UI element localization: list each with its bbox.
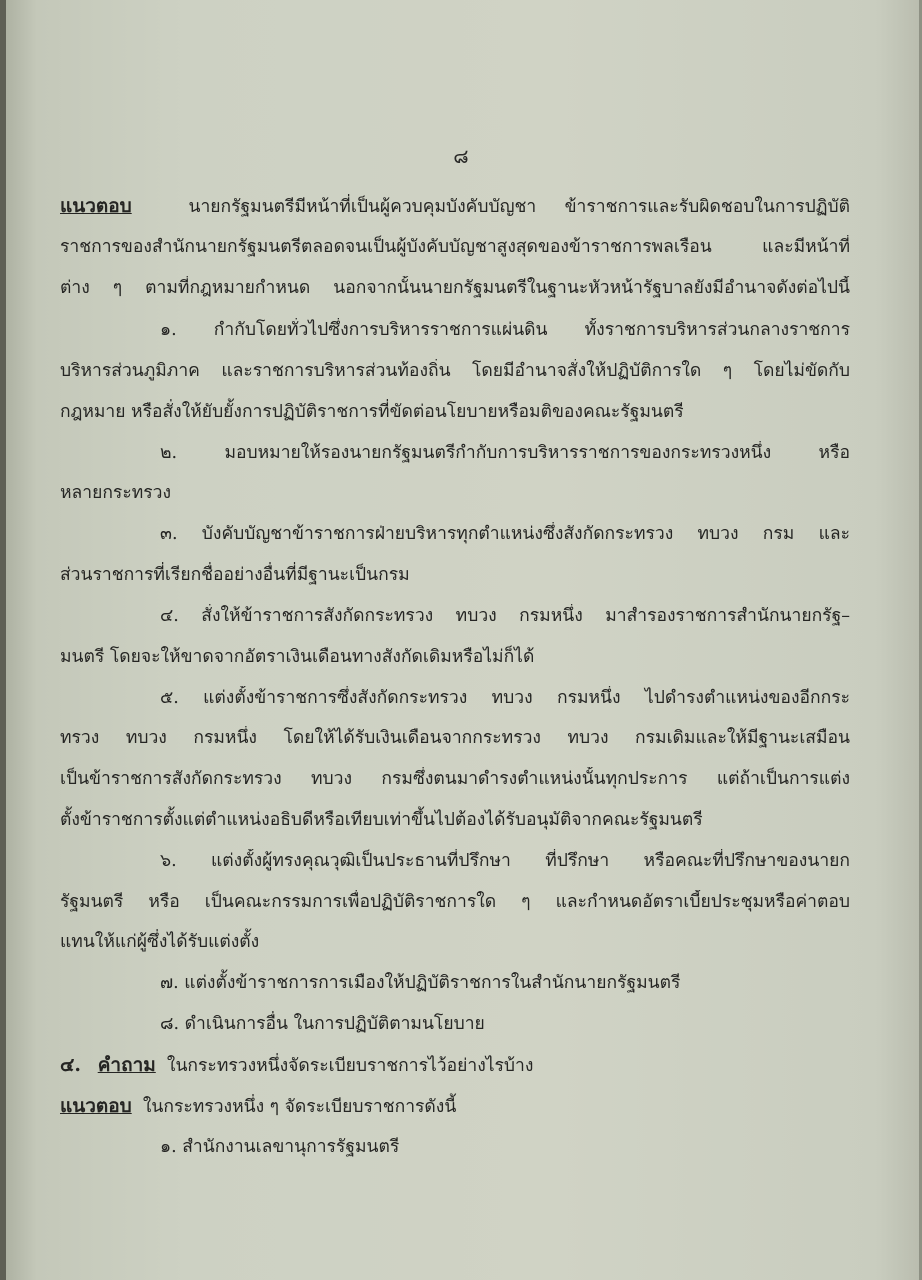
list-item-3: ๓. บังคับบัญชาข้าราชการฝ่ายบริหารทุกตำแหน่งซึ่งสังกัดกระทรวง ทบวง กรม และ: [160, 524, 850, 544]
answer-heading: แนวตอบ: [60, 195, 132, 217]
list-item-5: ๕. แต่งตั้งข้าราชการซึ่งสังกัดกระทรวง ทบวง กรมหนึ่ง ไปดำรงตำแหน่งของอีกกระ: [160, 688, 850, 708]
page-number: ๘: [453, 144, 469, 168]
page-binding-edge: [0, 0, 6, 1280]
question-number: ๔.: [60, 1054, 81, 1076]
text-line: หลายกระทรวง: [60, 483, 172, 503]
text-line: ราชการของสำนักนายกรัฐมนตรีตลอดจนเป็นผู้บังคับบัญชาสูงสุดของข้าราชการพลเรือน และมีหน้าที่: [60, 237, 850, 257]
text-line: รัฐมนตรี หรือ เป็นคณะกรรมการเพื่อปฏิบัติราชการใด ๆ และกำหนดอัตราเบี้ยประชุมหรือค่าตอบ: [60, 892, 850, 912]
list-item-8: ๘. ดำเนินการอื่น ในการปฏิบัติตามนโยบาย: [160, 1014, 485, 1034]
answer-heading: แนวตอบ: [60, 1095, 132, 1117]
text-line: นายกรัฐมนตรีมีหน้าที่เป็นผู้ควบคุมบังคับบัญชา ข้าราชการและรับผิดชอบในการปฏิบัติ: [188, 197, 850, 217]
text-line: บริหารส่วนภูมิภาค และราชการบริหารส่วนท้องถิ่น โดยมีอำนาจสั่งให้ปฏิบัติการใด ๆ โดยไม่ขัดกับ: [60, 361, 850, 381]
list-item-7: ๗. แต่งตั้งข้าราชการการเมืองให้ปฏิบัติราชการในสำนักนายกรัฐมนตรี: [160, 973, 681, 993]
answer-line-2: [60, 1094, 850, 1119]
text-line: แทนให้แก่ผู้ซึ่งได้รับแต่งตั้ง: [60, 932, 260, 952]
list-item-2: ๒. มอบหมายให้รองนายกรัฐมนตรีกำกับการบริหารราชการของกระทรวงหนึ่ง หรือ: [160, 443, 850, 463]
answer-list-item-1: ๑. สำนักงานเลขานุการรัฐมนตรี: [160, 1137, 400, 1157]
text-line: เป็นข้าราชการสังกัดกระทรวง ทบวง กรมซึ่งตนมาดำรงตำแหน่งนั้นทุกประการ แต่ถ้าเป็นการแต่ง: [60, 769, 850, 789]
answer-text: ในกระทรวงหนึ่ง ๆ จัดระเบียบราชการดังนี้: [142, 1097, 457, 1117]
question-text: ในกระทรวงหนึ่งจัดระเบียบราชการไว้อย่างไรบ้าง: [166, 1056, 534, 1076]
list-item-4: ๔. สั่งให้ข้าราชการสังกัดกระทรวง ทบวง กรมหนึ่ง มาสำรองราชการสำนักนายกรัฐ–: [160, 606, 850, 626]
list-item-6: ๖. แต่งตั้งผู้ทรงคุณวุฒิเป็นประธานที่ปรึกษา ที่ปรึกษา หรือคณะที่ปรึกษาของนายก: [160, 851, 850, 871]
answer-line-1: [60, 194, 850, 218]
text-line: ทรวง ทบวง กรมหนึ่ง โดยให้ได้รับเงินเดือนจากกระทรวง ทบวง กรมเดิมและให้มีฐานะเสมือน: [60, 728, 850, 748]
text-line: ส่วนราชการที่เรียกชื่ออย่างอื่นที่มีฐานะเป็นกรม: [60, 565, 410, 585]
list-item-1: ๑. กำกับโดยทั่วไปซึ่งการบริหารราชการแผ่นดิน ทั้งราชการบริหารส่วนกลางราชการ: [160, 320, 850, 340]
question-line: [60, 1053, 850, 1078]
question-heading: คำถาม: [97, 1054, 156, 1076]
text-line: ต่าง ๆ ตามที่กฎหมายกำหนด นอกจากนั้นนายกรัฐมนตรีในฐานะหัวหน้ารัฐบาลยังมีอำนาจดังต่อไปนี้: [60, 278, 850, 298]
text-line: มนตรี โดยจะให้ขาดจากอัตราเงินเดือนทางสังกัดเดิมหรือไม่ก็ได้: [60, 647, 535, 667]
text-line: กฎหมาย หรือสั่งให้ยับยั้งการปฏิบัติราชการที่ขัดต่อนโยบายหรือมติของคณะรัฐมนตรี: [60, 402, 684, 422]
text-line: ตั้งข้าราชการตั้งแต่ตำแหน่งอธิบดีหรือเทียบเท่าขึ้นไปต้องได้รับอนุมัติจากคณะรัฐมนตรี: [60, 810, 703, 830]
